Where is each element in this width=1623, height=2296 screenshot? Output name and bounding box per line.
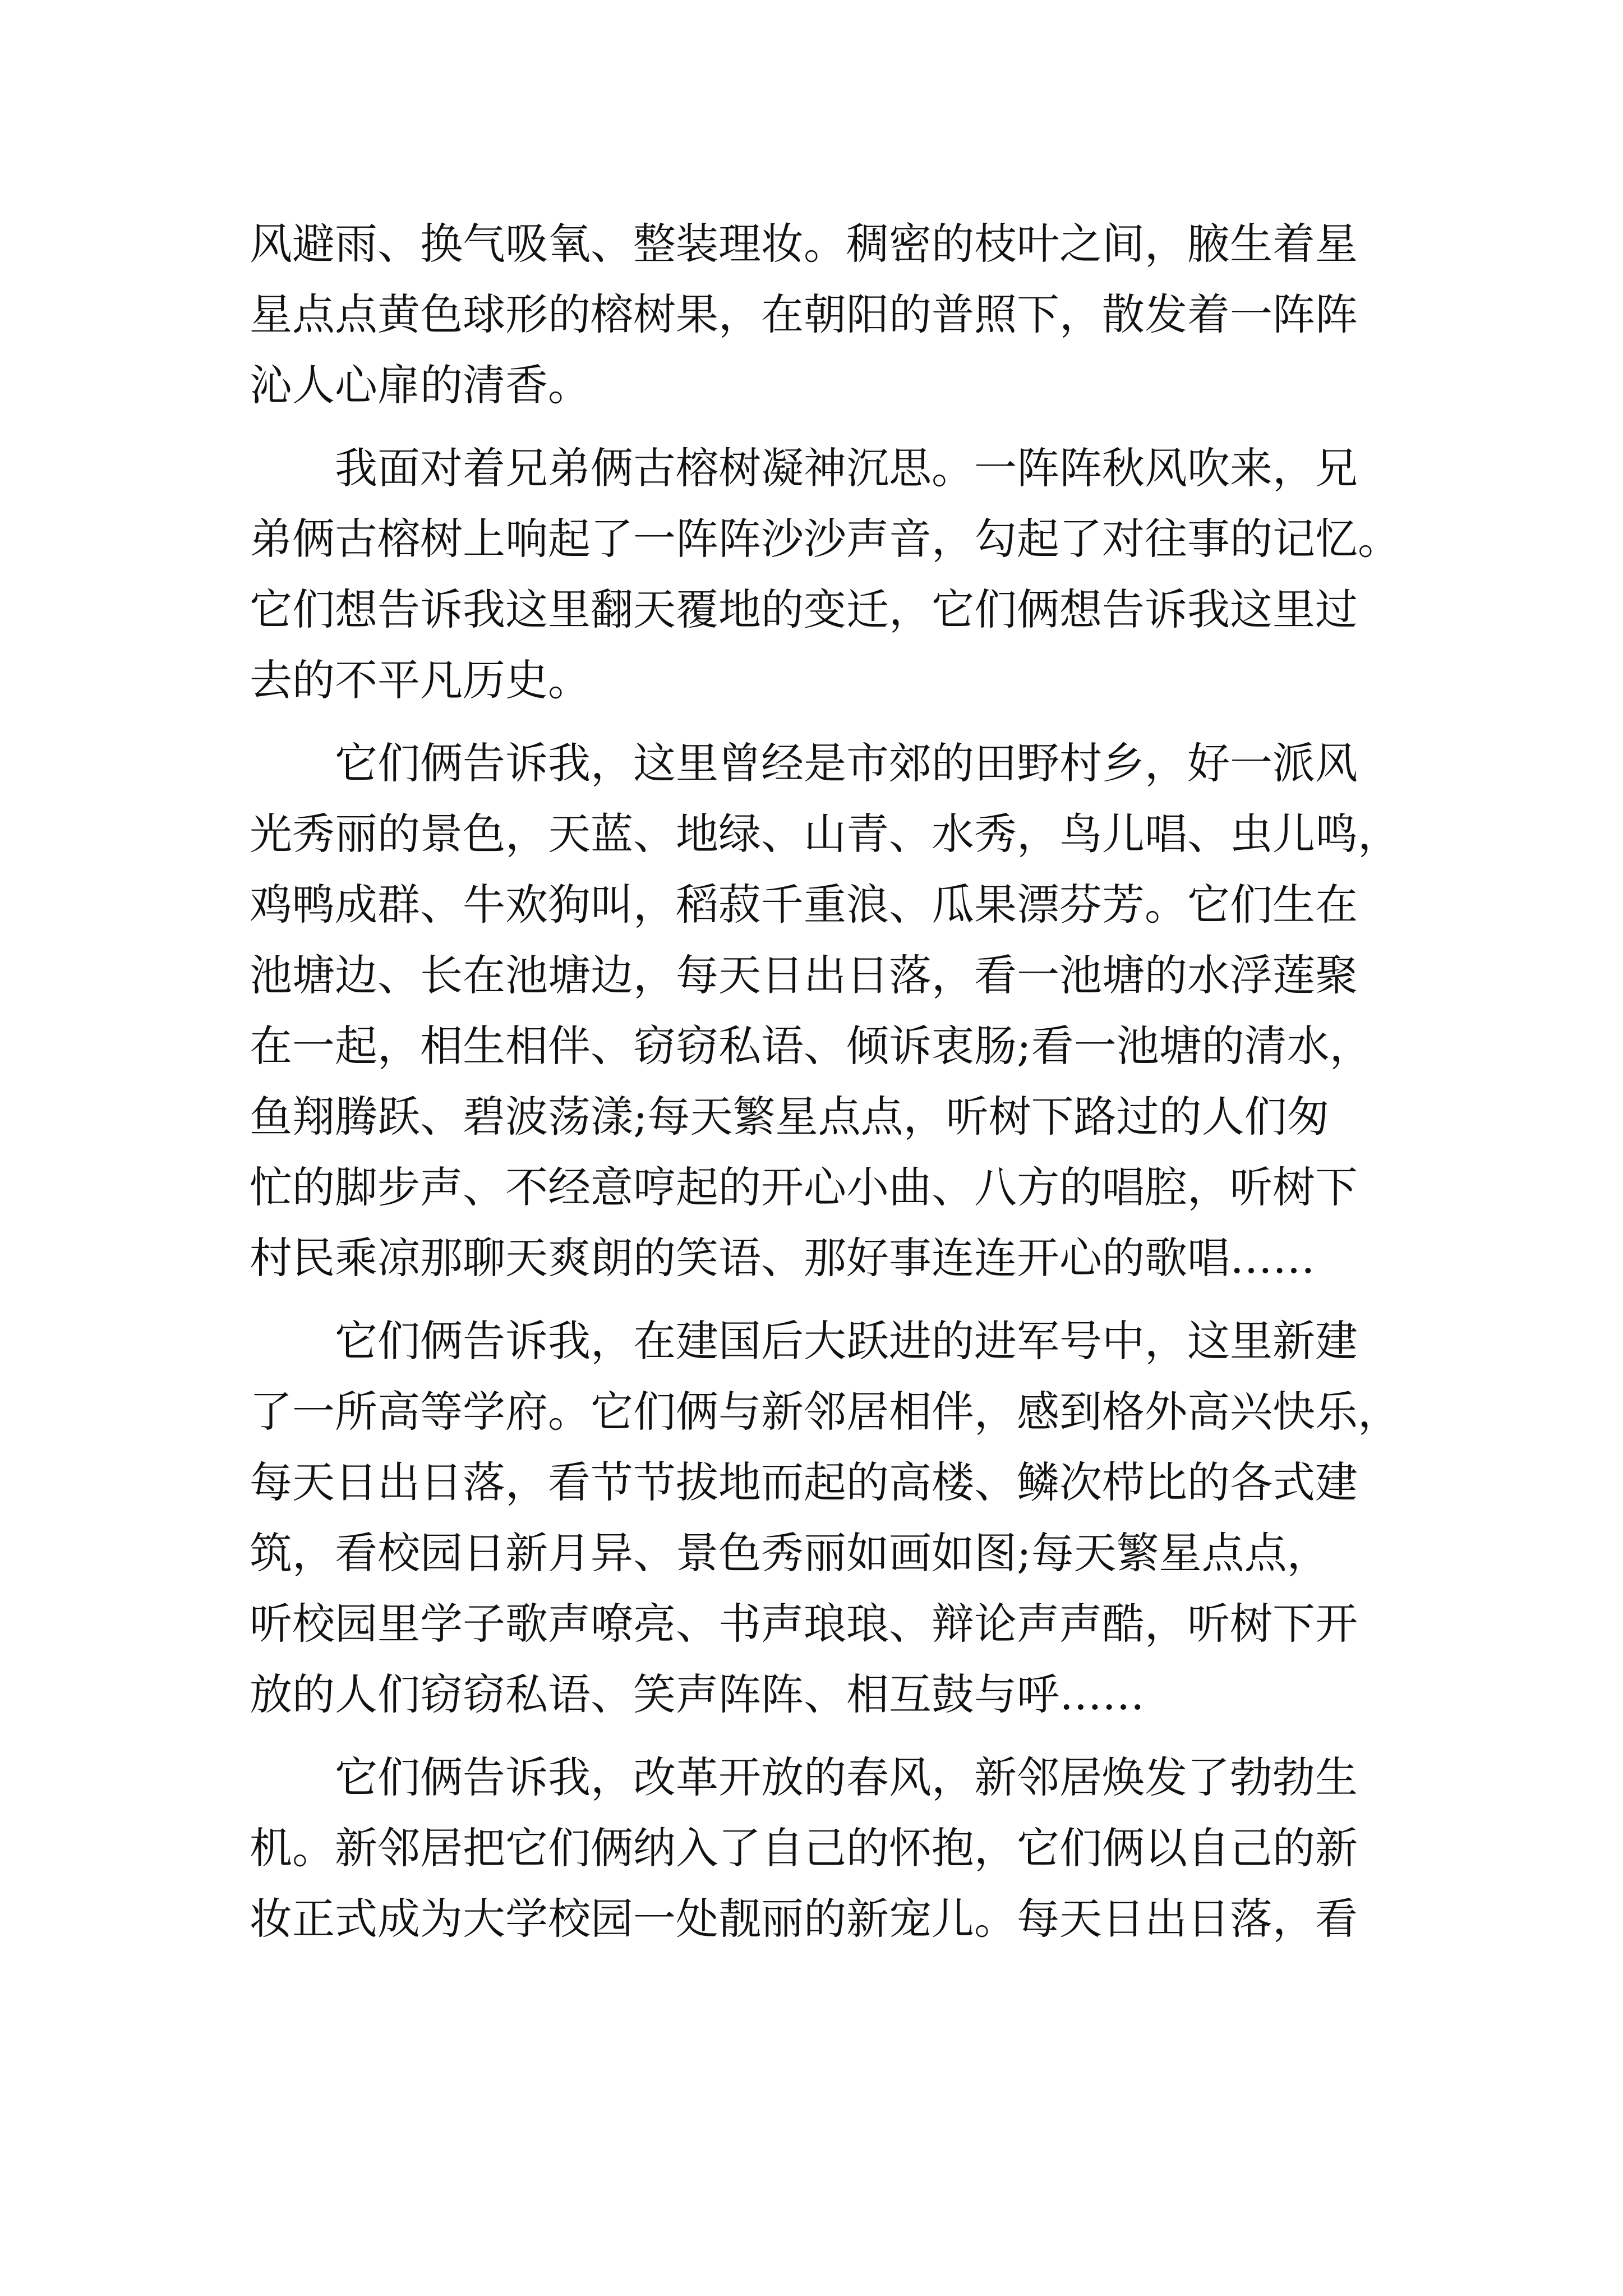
text-line: 它们俩告诉我，这里曾经是市郊的田野村乡，好一派风 — [250, 738, 1358, 788]
text-line: 风避雨、换气吸氧、整装理妆。稠密的枝叶之间，腋生着星 — [250, 219, 1358, 269]
text-line: 光秀丽的景色，天蓝、地绿、山青、水秀，鸟儿唱、虫儿鸣， — [250, 809, 1400, 859]
text-line: 听校园里学子歌声嘹亮、书声琅琅、辩论声声酷，听树下开 — [250, 1599, 1358, 1649]
text-line: 鱼翔腾跃、碧波荡漾;每天繁星点点，听树下路过的人们匆 — [250, 1092, 1330, 1142]
paragraph — [250, 209, 1382, 421]
text-line: 它们俩告诉我，在建国后大跃进的进军号中，这里新建 — [250, 1316, 1358, 1366]
text-line: 星点点黄色球形的榕树果，在朝阳的普照下，散发着一阵阵 — [250, 289, 1358, 339]
text-line: 去的不平凡历史。 — [250, 655, 591, 705]
text-line: 我面对着兄弟俩古榕树凝神沉思。一阵阵秋风吹来，兄 — [250, 443, 1358, 493]
text-line: 在一起，相生相伴、窃窃私语、倾诉衷肠;看一池塘的清水， — [250, 1021, 1372, 1071]
text-line: 忙的脚步声、不经意哼起的开心小曲、八方的唱腔，听树下 — [250, 1162, 1358, 1212]
text-line: 它们俩告诉我，改革开放的春风，新邻居焕发了勃勃生 — [250, 1752, 1358, 1802]
text-line: 了一所高等学府。它们俩与新邻居相伴，感到格外高兴快乐， — [250, 1387, 1400, 1437]
text-line: 它们想告诉我这里翻天覆地的变迁，它们俩想告诉我这里过 — [250, 585, 1358, 634]
text-line: 每天日出日落，看节节拔地而起的高楼、鳞次栉比的各式建 — [250, 1457, 1358, 1507]
text-line: 妆正式成为大学校园一处靓丽的新宠儿。每天日出日落，看 — [250, 1894, 1358, 1944]
text-line: 筑，看校园日新月异、景色秀丽如画如图;每天繁星点点， — [250, 1528, 1330, 1578]
text-line: 机。新邻居把它们俩纳入了自己的怀抱，它们俩以自己的新 — [250, 1823, 1358, 1873]
paragraph — [250, 433, 1400, 716]
text-line: 弟俩古榕树上响起了一阵阵沙沙声音，勾起了对往事的记忆。 — [250, 514, 1400, 564]
paragraph — [250, 1306, 1400, 1730]
text-line: 池塘边、长在池塘边，每天日出日落，看一池塘的水浮莲聚 — [250, 950, 1358, 1000]
paragraph — [250, 1742, 1382, 1954]
text-line: 沁人心扉的清香。 — [250, 360, 591, 410]
paragraph — [250, 728, 1400, 1294]
text-line: 放的人们窃窃私语、笑声阵阵、相互鼓与呼…… — [250, 1669, 1145, 1719]
text-line: 村民乘凉那聊天爽朗的笑语、那好事连连开心的歌唱…… — [250, 1233, 1315, 1283]
body-text — [250, 209, 1400, 1954]
text-line: 鸡鸭成群、牛欢狗叫，稻菽千重浪、瓜果漂芬芳。它们生在 — [250, 880, 1358, 930]
